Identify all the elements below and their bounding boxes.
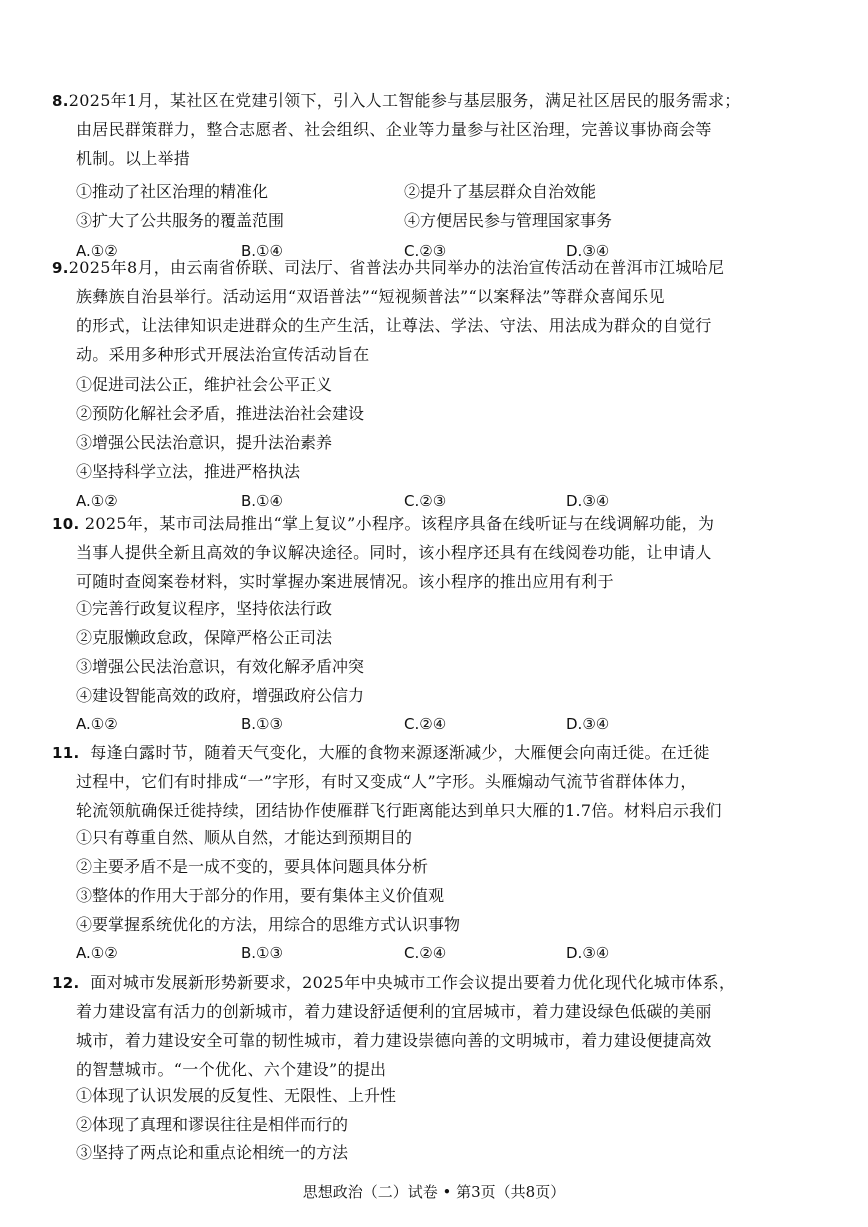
statement-option: ③增强公民法治意识，有效化解矛盾冲突: [76, 657, 365, 676]
statement-option: ④要掌握系统优化的方法，用综合的思维方式认识事物: [76, 915, 461, 934]
answer-choice-a: A.①②: [76, 944, 118, 962]
answer-choice-b: B.①③: [241, 944, 283, 962]
question-stem-line: 9.2025年8月，由云南省侨联、司法厅、省普法办共同举办的法治宣传活动在普洱市江城哈尼: [52, 258, 725, 277]
statement-option: ②克服懒政怠政，保障严格公正司法: [76, 628, 333, 647]
statement-option: ②预防化解社会矛盾，推进法治社会建设: [76, 404, 365, 423]
question-stem-line: 12. 面对城市发展新形势新要求，2025年中央城市工作会议提出要着力优化现代化城市体系，: [52, 973, 736, 992]
answer-choice-a: A.①②: [76, 715, 118, 733]
answer-choice-d: D.③④: [566, 492, 610, 510]
question-number: 8.: [52, 92, 69, 110]
answer-choice-c: C.②④: [404, 715, 447, 733]
answer-choice-c: C.②④: [404, 944, 447, 962]
page-footer: 思想政治（二）试卷 • 第3页（共8页）: [302, 1183, 566, 1201]
question-stem-line: 着力建设富有活力的创新城市，着力建设舒适便利的宜居城市，着力建设绿色低碳的美丽: [76, 1002, 712, 1021]
question-number: 11.: [52, 744, 80, 762]
answer-choice-b: B.①③: [241, 715, 283, 733]
statement-option: ③扩大了公共服务的覆盖范围: [76, 211, 285, 230]
statement-option: ④建设智能高效的政府，增强政府公信力: [76, 686, 365, 705]
question-number: 9.: [52, 259, 69, 277]
statement-option: ③整体的作用大于部分的作用，要有集体主义价值观: [76, 886, 445, 905]
answer-choice-c: C.②③: [404, 492, 447, 510]
statement-option: ①完善行政复议程序，坚持依法行政: [76, 599, 333, 618]
statement-option: ②体现了真理和谬误往往是相伴而行的: [76, 1115, 349, 1134]
statement-option: ④坚持科学立法，推进严格执法: [76, 462, 301, 481]
question-stem-line: 动。采用多种形式开展法治宣传活动旨在: [76, 345, 370, 364]
statement-option: ①促进司法公正，维护社会公平正义: [76, 375, 333, 394]
question-stem-line: 8.2025年1月，某社区在党建引领下，引入人工智能参与基层服务，满足社区居民的服务需求；: [52, 91, 741, 110]
question-stem-line: 由居民群策群力，整合志愿者、社会组织、企业等力量参与社区治理，完善议事协商会等: [76, 120, 712, 139]
question-number: 12.: [52, 974, 80, 992]
answer-choice-d: D.③④: [566, 944, 610, 962]
question-stem-line: 当事人提供全新且高效的争议解决途径。同时，该小程序还具有在线阅卷功能，让申请人: [76, 543, 712, 562]
answer-choice-d: D.③④: [566, 242, 610, 260]
statement-option: ③坚持了两点论和重点论相统一的方法: [76, 1143, 349, 1162]
answer-choice-d: D.③④: [566, 715, 610, 733]
question-stem-line: 可随时查阅案卷材料，实时掌握办案进展情况。该小程序的推出应用有利于: [76, 572, 614, 591]
statement-option: ②主要矛盾不是一成不变的，要具体问题具体分析: [76, 857, 429, 876]
answer-choice-a: A.①②: [76, 242, 118, 260]
question-stem-line: 机制。以上举措: [76, 149, 191, 168]
statement-option: ③增强公民法治意识，提升法治素养: [76, 433, 333, 452]
statement-option: ①推动了社区治理的精准化: [76, 182, 269, 201]
question-stem-line: 族彝族自治县举行。活动运用“双语普法”“短视频普法”“以案释法”等群众喜闻乐见: [76, 287, 665, 306]
question-stem-line: 过程中，它们有时排成“一”字形，有时又变成“人”字形。头雁煽动气流节省群体体力，: [76, 772, 697, 791]
answer-choice-a: A.①②: [76, 492, 118, 510]
question-stem-line: 城市，着力建设安全可靠的韧性城市，着力建设崇德向善的文明城市，着力建设便捷高效: [76, 1031, 712, 1050]
answer-choice-c: C.②③: [404, 242, 447, 260]
question-stem-line: 轮流领航确保迁徙持续，团结协作使雁群飞行距离能达到单只大雁的1.7倍。材料启示我们: [76, 801, 722, 820]
question-stem-line: 的形式，让法律知识走进群众的生产生活，让尊法、学法、守法、用法成为群众的自觉行: [76, 316, 712, 335]
statement-option: ④方便居民参与管理国家事务: [404, 211, 613, 230]
answer-choice-b: B.①④: [241, 492, 283, 510]
statement-option: ①体现了认识发展的反复性、无限性、上升性: [76, 1086, 397, 1105]
question-number: 10.: [52, 515, 80, 533]
answer-choice-b: B.①④: [241, 242, 283, 260]
question-stem-line: 11. 每逢白露时节，随着天气变化，大雁的食物来源逐渐减少，大雁便会向南迁徙。在迁徙: [52, 743, 710, 762]
question-stem-line: 的智慧城市。“一个优化、六个建设”的提出: [76, 1060, 387, 1079]
statement-option: ②提升了基层群众自治效能: [404, 182, 597, 201]
statement-option: ①只有尊重自然、顺从自然，才能达到预期目的: [76, 828, 413, 847]
question-stem-line: 10. 2025年，某市司法局推出“掌上复议”小程序。该程序具备在线听证与在线调解功能，为: [52, 514, 715, 533]
